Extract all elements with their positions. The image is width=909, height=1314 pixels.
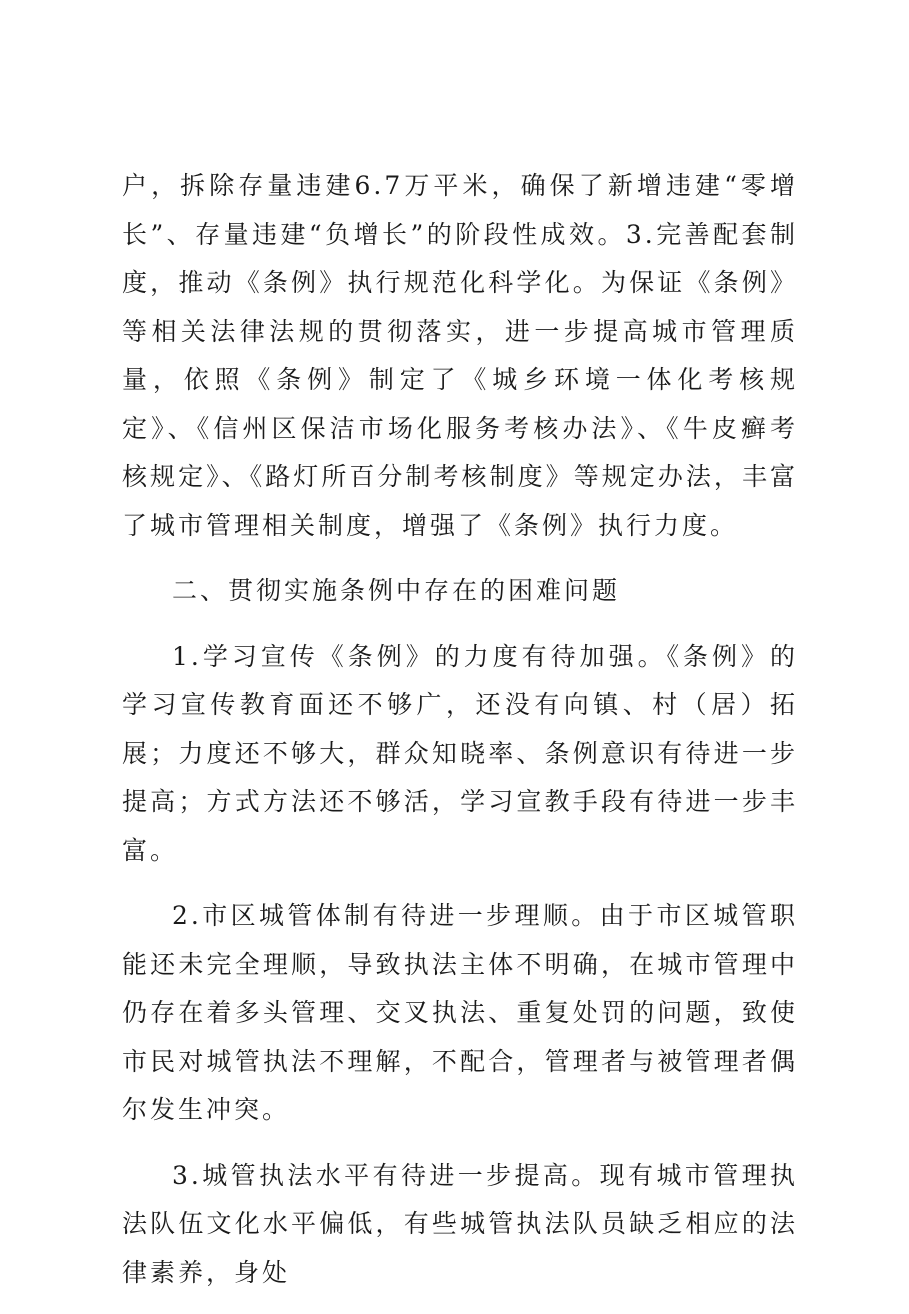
section-heading: 二、贯彻实施条例中存在的困难问题 (172, 576, 621, 605)
document-body (122, 162, 798, 1314)
paragraph-item-2: 2.市区城管体制有待进一步理顺。由于市区城管职能还未完全理顺，导致执法主体不明确，在城市管理中仍存在着多头管理、交叉执法、重复处罚的问题，致使市民对城管执法不理解，不配合，管理者与被管理者偶尔发生冲突。 (122, 901, 798, 1124)
paragraph-continuation: 户，拆除存量违建6.7万平米，确保了新增违建“零增长”、存量违建“负增长”的阶段性成效。3.完善配套制度，推动《条例》执行规范化科学化。为保证《条例》等相关法律法规的贯彻落实，进一步提高城市管理质量，依照《条例》制定了《城乡环境一体化考核规定》、《信州区保洁市场化服务考核办法》、《牛皮癣考核规定》、《路灯所百分制考核制度》等规定办法，丰富了城市管理相关制度，增强了《条例》执行力度。 (122, 171, 798, 540)
paragraph-item-1: 1.学习宣传《条例》的力度有待加强。《条例》的学习宣传教育面还不够广，还没有向镇、村（居）拓展；力度还不够大，群众知晓率、条例意识有待进一步提高；方式方法还不够活，学习宣教手段有待进一步丰富。 (122, 641, 798, 865)
paragraph-item-3: 3.城管执法水平有待进一步提高。现有城市管理执法队伍文化水平偏低，有些城管执法队员缺乏相应的法律素养，身处 (122, 1160, 798, 1287)
